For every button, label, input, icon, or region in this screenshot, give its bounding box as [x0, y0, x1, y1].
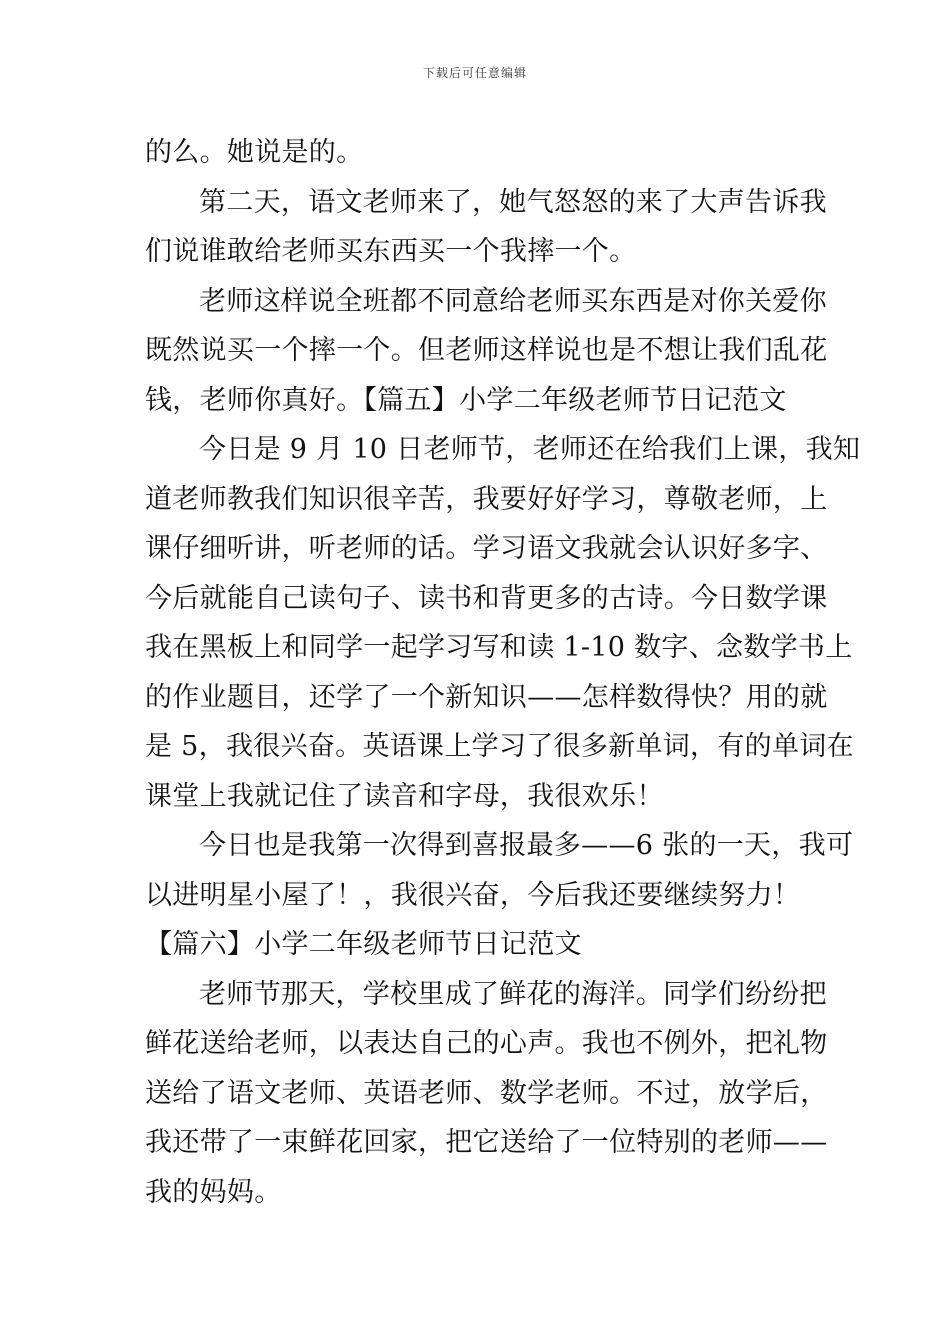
text-line: 课堂上我就记住了读音和字母，我很欢乐！: [145, 780, 664, 812]
section-heading: 【篇六】小学二年级老师节日记范文: [145, 929, 582, 960]
text-line: 今后就能自己读句子、读书和背更多的古诗。今日数学课: [145, 582, 828, 614]
page-header: 下载后可任意编辑: [422, 66, 527, 80]
text-line: 今日是 9 月 10 日老师节，老师还在给我们上课，我知: [199, 434, 861, 465]
text-line: 以进明星小屋了！，我很兴奋，今后我还要继续努力！: [145, 879, 801, 911]
text-line: 既然说买一个摔一个。但老师这样说也是不想让我们乱花: [145, 335, 828, 366]
text-line: 今日也是我第一次得到喜报最多——6 张的一天，我可: [199, 830, 854, 861]
text-line: 第二天，语文老师来了，她气怒怒的来了大声告诉我: [199, 186, 827, 218]
text-line: 我的妈妈。: [145, 1176, 282, 1208]
text-line: 们说谁敢给老师买东西买一个我摔一个。: [145, 236, 637, 267]
text-line: 是 5，我很兴奋。英语课上学习了很多新单词，有的单词在: [145, 731, 854, 762]
text-line: 老师这样说全班都不同意给老师买东西是对你关爱你: [199, 285, 827, 317]
text-line: 鲜花送给老师，以表达自己的心声。我也不例外，把礼物: [145, 1028, 828, 1059]
text-line: 我还带了一束鲜花回家，把它送给了一位特别的老师——: [145, 1127, 828, 1158]
text-line: 课仔细听讲，听老师的话。学习语文我就会认识好多字、: [145, 533, 828, 564]
text-line: 送给了语文老师、英语老师、数学老师。不过，放学后，: [145, 1077, 828, 1109]
text-line: 钱，老师你真好。【篇五】小学二年级老师节日记范文: [145, 384, 787, 416]
document-body: [145, 128, 861, 1217]
text-line: 老师节那天，学校里成了鲜花的海洋。同学们纷纷把: [199, 978, 827, 1010]
text-line: 的作业题目，还学了一个新知识——怎样数得快？用的就: [145, 681, 828, 713]
text-line: 道老师教我们知识很辛苦，我要好好学习，尊敬老师，上: [145, 483, 828, 515]
text-line: 的么。她说是的。: [145, 137, 364, 168]
text-line: 我在黑板上和同学一起学习写和读 1-10 数字、念数学书上: [145, 632, 853, 663]
